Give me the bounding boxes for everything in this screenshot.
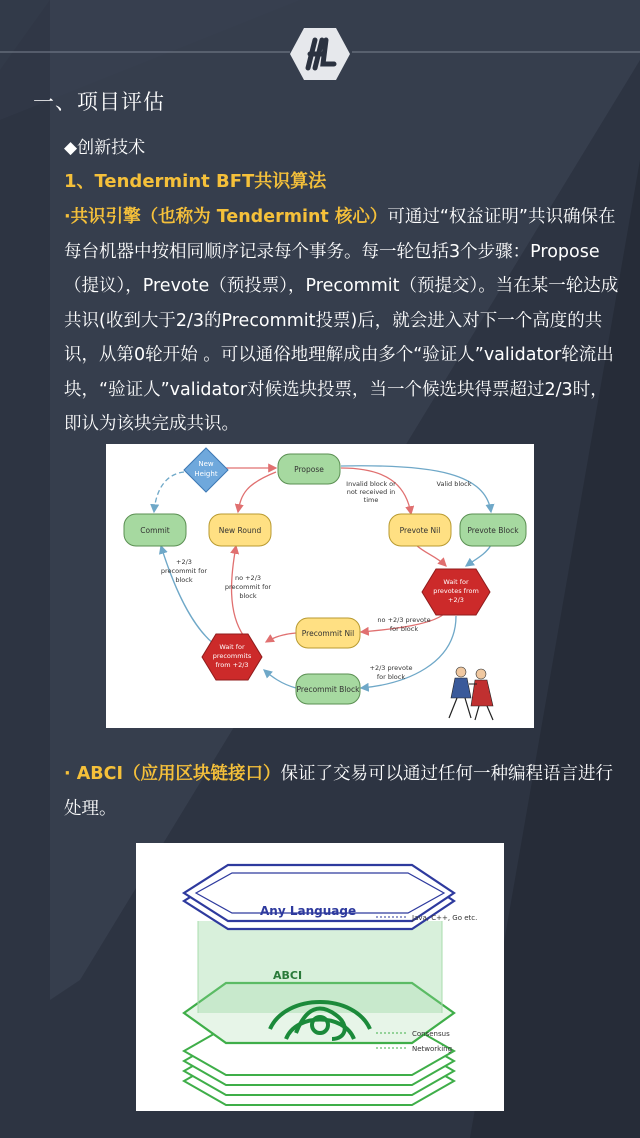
label-abci: ABCI [273,969,303,982]
subheading: ◆创新技术 [64,138,146,158]
label-networking: Networking [412,1045,453,1053]
section-title: 1、Tendermint BFT共识算法 [64,171,327,192]
label-precommit-block-1: +2/3 prevote [369,664,413,672]
label-precommit-nil-1: no +2/3 prevote [377,616,431,624]
node-prevote-block-label: Prevote Block [467,526,519,535]
label-new-round-2: precommit for [224,583,272,591]
logo-icon [288,26,352,82]
node-wait-precommits-label-1: Wait for [219,643,245,651]
node-wait-precommits-label-3: from +2/3 [215,661,249,669]
paragraph-abci-text: 保证了交易可以通过任何一种编程语言进行处理。 [64,764,613,819]
dancers-illustration [449,667,493,720]
node-new-height-label-1: New [198,460,214,468]
tendermint-consensus-diagram [106,444,534,728]
label-consensus: Consensus [412,1030,450,1038]
label-java: Java, C++, Go etc. [412,914,478,922]
node-prevote-nil-label: Prevote Nil [399,526,441,535]
abci-layers-diagram [136,843,504,1111]
node-propose-label: Propose [294,465,324,474]
label-commit-2: precommit for [160,567,208,575]
node-precommit-block-label: Precommit Block [296,685,360,694]
label-commit-1: +2/3 [176,558,192,566]
label-invalid-1: Invalid block or [346,480,396,488]
paragraph-consensus-engine [64,200,624,442]
paragraph-abci [64,757,624,826]
label-new-round-1: no +2/3 [234,574,262,582]
label-invalid-2: not received in [346,488,396,496]
node-new-height-label-2: Height [194,470,218,478]
label-precommit-block-2: for block [376,673,406,681]
highlight-consensus-engine: ·共识引擎（也称为 Tendermint 核心） [64,207,388,227]
node-commit-label: Commit [140,526,170,535]
label-precommit-nil-2: for block [389,625,419,633]
label-valid: Valid block [436,480,472,488]
label-any-language: Any Language [260,904,357,918]
label-new-round-3: block [239,592,257,600]
node-wait-prevotes-label-3: +2/3 [448,596,464,604]
label-commit-3: block [175,576,193,584]
highlight-abci: · ABCI（应用区块链接口） [64,764,281,784]
node-new-round-label: New Round [218,526,262,535]
node-wait-prevotes-label-2: prevotes from [433,587,479,595]
node-precommit-nil-label: Precommit Nil [301,629,355,638]
page-heading: 一、项目评估 [33,90,165,114]
node-wait-precommits-label-2: precommits [212,652,252,660]
label-invalid-3: time [363,496,379,504]
paragraph-consensus-text: 可通过“权益证明”共识确保在每台机器中按相同顺序记录每个事务。每一轮包括3个步骤：Propose（提议），Prevote（预投票），Precommit（预提交）。当在某一轮达成共识(收到大于2/3的Precommit投票)后，就会进入对下一个高度的共识，从第0轮开始 。可以通俗地理解成由多个“验证人”validator轮流出块，“验证人”validator对候选块投票，当一个候选块得票超过2/3时，即认为该块完成共识。 [64,207,619,434]
node-wait-prevotes-label-1: Wait for [443,578,469,586]
